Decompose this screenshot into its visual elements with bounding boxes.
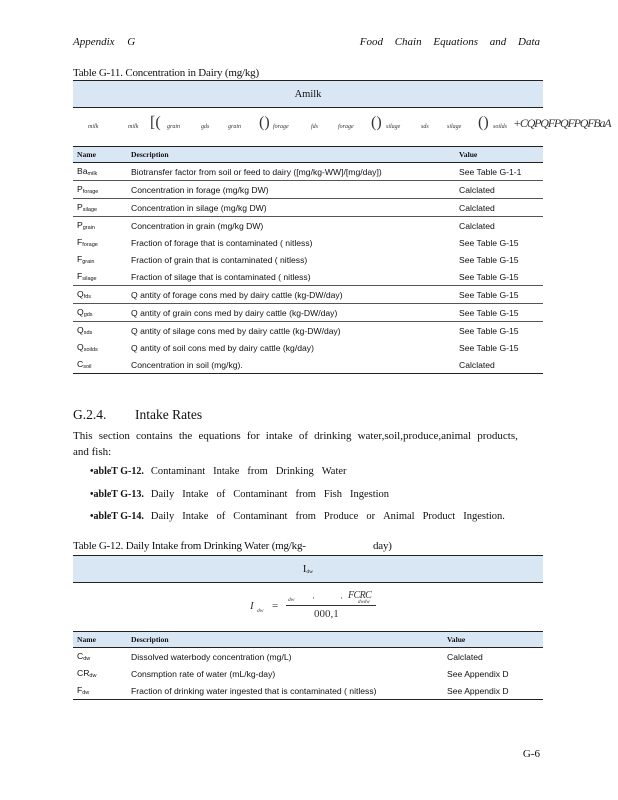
table-header-row (73, 147, 543, 163)
cell-value: Calclated (455, 199, 543, 217)
bullet-word: Daily (150, 511, 175, 522)
symbol: Q (77, 289, 84, 299)
table-row (73, 234, 543, 251)
symbol-subscript: dw (83, 656, 91, 662)
eq-token: 000,1 (314, 608, 339, 620)
table-row (73, 665, 543, 682)
bullet-word: Intake (213, 466, 240, 477)
bullet-label: •ableT G-14. (90, 511, 144, 522)
table-g11-title-bar (73, 80, 543, 108)
paragraph-word: equations (198, 430, 241, 442)
table-row (73, 268, 543, 286)
eq-token: fds (311, 124, 319, 130)
cell-name (73, 199, 127, 217)
eq-token: · (312, 593, 315, 603)
table-header-row (73, 632, 543, 648)
symbol-subscript: silage (82, 276, 97, 282)
bullet-word: Drinking (275, 466, 314, 477)
eq-token: milk (88, 124, 99, 130)
cell-description: Concentration in soil (mg/kg). (127, 356, 455, 374)
title-subscript: dw (306, 568, 314, 575)
table-g12-title-bar (73, 555, 543, 583)
table-row (73, 217, 543, 235)
paragraph-word: of (298, 430, 309, 442)
bullet-word: Contaminant (233, 511, 288, 522)
bullet-word: Contaminant (150, 466, 206, 477)
paragraph-word: the (178, 430, 193, 442)
bullet-word: Daily (150, 489, 175, 500)
bullet-word: Contaminant (233, 489, 288, 500)
cell-name (73, 234, 127, 251)
symbol: F (77, 685, 83, 695)
eq-token: · (340, 593, 343, 603)
eq-token: [( (150, 114, 161, 131)
cell-value: See Table G-15 (459, 237, 519, 248)
symbol-subscript: grain (82, 259, 95, 265)
eq-token: forage (273, 124, 289, 130)
cell-description: Biotransfer factor from soil or feed to dairy ([mg/kg-WW]/[mg/day]) (127, 163, 455, 181)
eq-token: dw (257, 608, 264, 614)
bullet-item (90, 511, 513, 522)
bullet-word: of (216, 511, 226, 522)
cell-name (73, 648, 127, 666)
eq-token: +CQPQFPQFPQFBaA (513, 116, 611, 130)
cell-value: See Appendix D (443, 682, 543, 700)
symbol-subscript: soil (83, 364, 92, 370)
column-header: Name (73, 632, 127, 648)
header-word: Appendix (73, 36, 115, 48)
bullet-word: from (295, 489, 316, 500)
table-g11-caption: Table G-11. Concentration in Dairy (mg/kg) (73, 67, 259, 79)
paragraph-word: for (246, 430, 260, 442)
drinking-water-equation (240, 588, 400, 624)
symbol-subscript: grain (82, 225, 95, 231)
paragraph-word: drinking (314, 430, 352, 442)
header-word: and (489, 36, 507, 48)
cell-description: Q antity of grain cons med by dairy cattle (kg-DW/day) (127, 304, 455, 322)
symbol-subscript: soilds (83, 347, 98, 353)
eq-token: milk (128, 124, 139, 130)
running-header-left (73, 36, 145, 48)
cell-value: See Appendix D (447, 668, 509, 679)
cell-name (73, 339, 127, 356)
header-word: Food (359, 36, 383, 48)
paragraph-word: section (98, 430, 130, 442)
table-row (73, 339, 543, 356)
symbol: C (77, 651, 84, 661)
table-row (73, 682, 543, 700)
table-row (73, 286, 543, 304)
cell-name (73, 682, 127, 700)
cell-description: Concentration in grain (mg/kg DW) (131, 220, 264, 231)
symbol: Q (77, 307, 84, 317)
symbol: P (77, 202, 83, 212)
cell-value: See Table G-15 (455, 304, 543, 322)
bullet-word: Product (422, 511, 456, 522)
symbol-subscript: sds (83, 330, 93, 336)
cell-description: Concentration in silage (mg/kg DW) (127, 199, 455, 217)
symbol-subscript: forage (82, 189, 99, 195)
table-g11-title: Amilk (294, 88, 322, 100)
table-g12-title (303, 564, 313, 575)
caption-part: day) (373, 540, 392, 552)
cell-value: Calclated (455, 181, 543, 199)
table-row (73, 199, 543, 217)
eq-token: () (259, 114, 270, 131)
table-row (73, 648, 543, 666)
caption-part: Table G-12. Daily Intake from Drinking Water (mg/kg- (73, 540, 306, 552)
table-g11-definitions (73, 146, 543, 374)
cell-description: Fraction of grain that is contaminated ( nitless) (131, 254, 308, 265)
cell-name (73, 322, 127, 340)
symbol: P (77, 220, 83, 230)
symbol: F (77, 271, 83, 281)
table-row (73, 322, 543, 340)
bullet-label: •ableT G-12. (90, 466, 144, 477)
section-number: G.2.4. (73, 407, 107, 422)
symbol: F (77, 237, 83, 247)
symbol: CR (77, 668, 90, 678)
table-g12-definitions (73, 631, 543, 700)
cell-description: Q antity of forage cons med by dairy cattle (kg-DW/day) (127, 286, 455, 304)
eq-token: FCRC (348, 590, 372, 601)
symbol: Ba (77, 166, 88, 176)
section-paragraph (73, 428, 518, 460)
cell-value: See Table G-15 (459, 254, 519, 265)
symbol-subscript: gds (83, 312, 93, 318)
bullet-word: or (366, 511, 376, 522)
page-number: G-6 (522, 748, 540, 760)
table-row (73, 356, 543, 374)
cell-name (73, 286, 127, 304)
section-heading (73, 407, 202, 423)
eq-token: dw (288, 597, 295, 603)
paragraph-word: This (73, 430, 93, 442)
cell-name (73, 268, 127, 286)
cell-name (73, 163, 127, 181)
paragraph-line (73, 428, 518, 444)
cell-value: See Table G-15 (455, 286, 543, 304)
symbol: C (77, 359, 84, 369)
column-header: Description (127, 147, 455, 163)
eq-token: () (371, 114, 382, 131)
cell-name (73, 304, 127, 322)
symbol: F (77, 254, 83, 264)
cell-value: Calclated (459, 220, 495, 231)
cell-description: Fraction of forage that is contaminated ( nitless) (131, 237, 313, 248)
cell-value: See Table G-1-1 (455, 163, 543, 181)
column-header: Description (127, 632, 443, 648)
eq-token: silage (386, 124, 401, 130)
bullet-word: Animal (383, 511, 415, 522)
section-title: Intake Rates (135, 407, 203, 422)
bullet-word: Produce (323, 511, 359, 522)
bullet-word: Ingestion. (463, 511, 505, 522)
table-row (73, 181, 543, 199)
cell-name (73, 356, 127, 374)
table-g12-caption (73, 540, 543, 552)
bullet-item (90, 466, 355, 477)
header-word: Data (518, 36, 540, 48)
column-header: Value (455, 147, 543, 163)
cell-description: Fraction of silage that is contaminated ( nitless) (127, 268, 455, 286)
symbol-subscript: milk (87, 171, 98, 177)
header-word: Equations (433, 36, 478, 48)
symbol: Q (77, 342, 84, 352)
fraction-bar (286, 605, 376, 606)
cell-name (73, 181, 127, 199)
header-word: Chain (394, 36, 422, 48)
title-symbol: I (302, 563, 307, 575)
cell-value: Calclated (447, 651, 483, 662)
bullet-word: Intake (182, 489, 209, 500)
bullet-label: •ableT G-13. (90, 489, 144, 500)
cell-value: See Table G-15 (459, 325, 519, 336)
symbol-subscript: dw (89, 673, 97, 679)
paragraph-word: water,soil,produce,animal (357, 430, 472, 442)
bullet-word: from (247, 466, 268, 477)
eq-token: dwdw (358, 600, 370, 605)
cell-description: Q antity of silage cons med by dairy cattle (kg-DW/day) (131, 325, 341, 336)
paragraph-word: intake (265, 430, 293, 442)
cell-description: Fraction of drinking water ingested that is contaminated ( nitless) (127, 682, 443, 700)
bullet-item (90, 489, 397, 500)
eq-token: gds (201, 124, 210, 130)
table-row (73, 163, 543, 181)
bullet-word: Intake (182, 511, 209, 522)
paragraph-word: products, (477, 430, 518, 442)
cell-description: Q antity of soil cons med by dairy cattle (kg/day) (131, 342, 314, 353)
eq-token: () (478, 114, 489, 131)
bullet-word: Ingestion (349, 489, 390, 500)
running-header-right (351, 36, 540, 48)
cell-value: Calclated (455, 356, 543, 374)
paragraph-line: and fish: (73, 446, 112, 458)
table-row (73, 251, 543, 268)
eq-token: grain (228, 124, 242, 130)
table-row (73, 304, 543, 322)
dairy-equation (73, 110, 611, 142)
paragraph-word: contains (136, 430, 173, 442)
column-header: Name (73, 147, 127, 163)
cell-description: Consmption rate of water (mL/kg-day) (131, 668, 276, 679)
cell-description: Dissolved waterbody concentration (mg/L) (131, 651, 292, 662)
eq-token: = (272, 600, 279, 612)
cell-value: See Table G-15 (459, 342, 519, 353)
symbol-subscript: dw (82, 690, 90, 696)
eq-token: I (250, 600, 254, 612)
cell-value: See Table G-15 (455, 268, 543, 286)
cell-description: Concentration in forage (mg/kg DW) (127, 181, 455, 199)
symbol-subscript: fds (83, 294, 92, 300)
column-header: Value (443, 632, 543, 648)
header-word: G (127, 36, 136, 48)
symbol-subscript: forage (82, 242, 98, 248)
symbol: P (77, 184, 83, 194)
bullet-word: of (216, 489, 226, 500)
eq-token: grain (167, 124, 181, 130)
bullet-word: Fish (323, 489, 342, 500)
eq-token: sds (421, 124, 429, 130)
symbol-subscript: silage (82, 207, 98, 213)
bullet-word: from (295, 511, 316, 522)
eq-token: forage (338, 124, 354, 130)
bullet-word: Water (321, 466, 347, 477)
eq-token: silage (447, 124, 462, 130)
eq-token: soilds (493, 124, 508, 130)
cell-name (73, 217, 127, 235)
cell-name (73, 665, 127, 682)
symbol: Q (77, 325, 84, 335)
cell-name (73, 251, 127, 268)
